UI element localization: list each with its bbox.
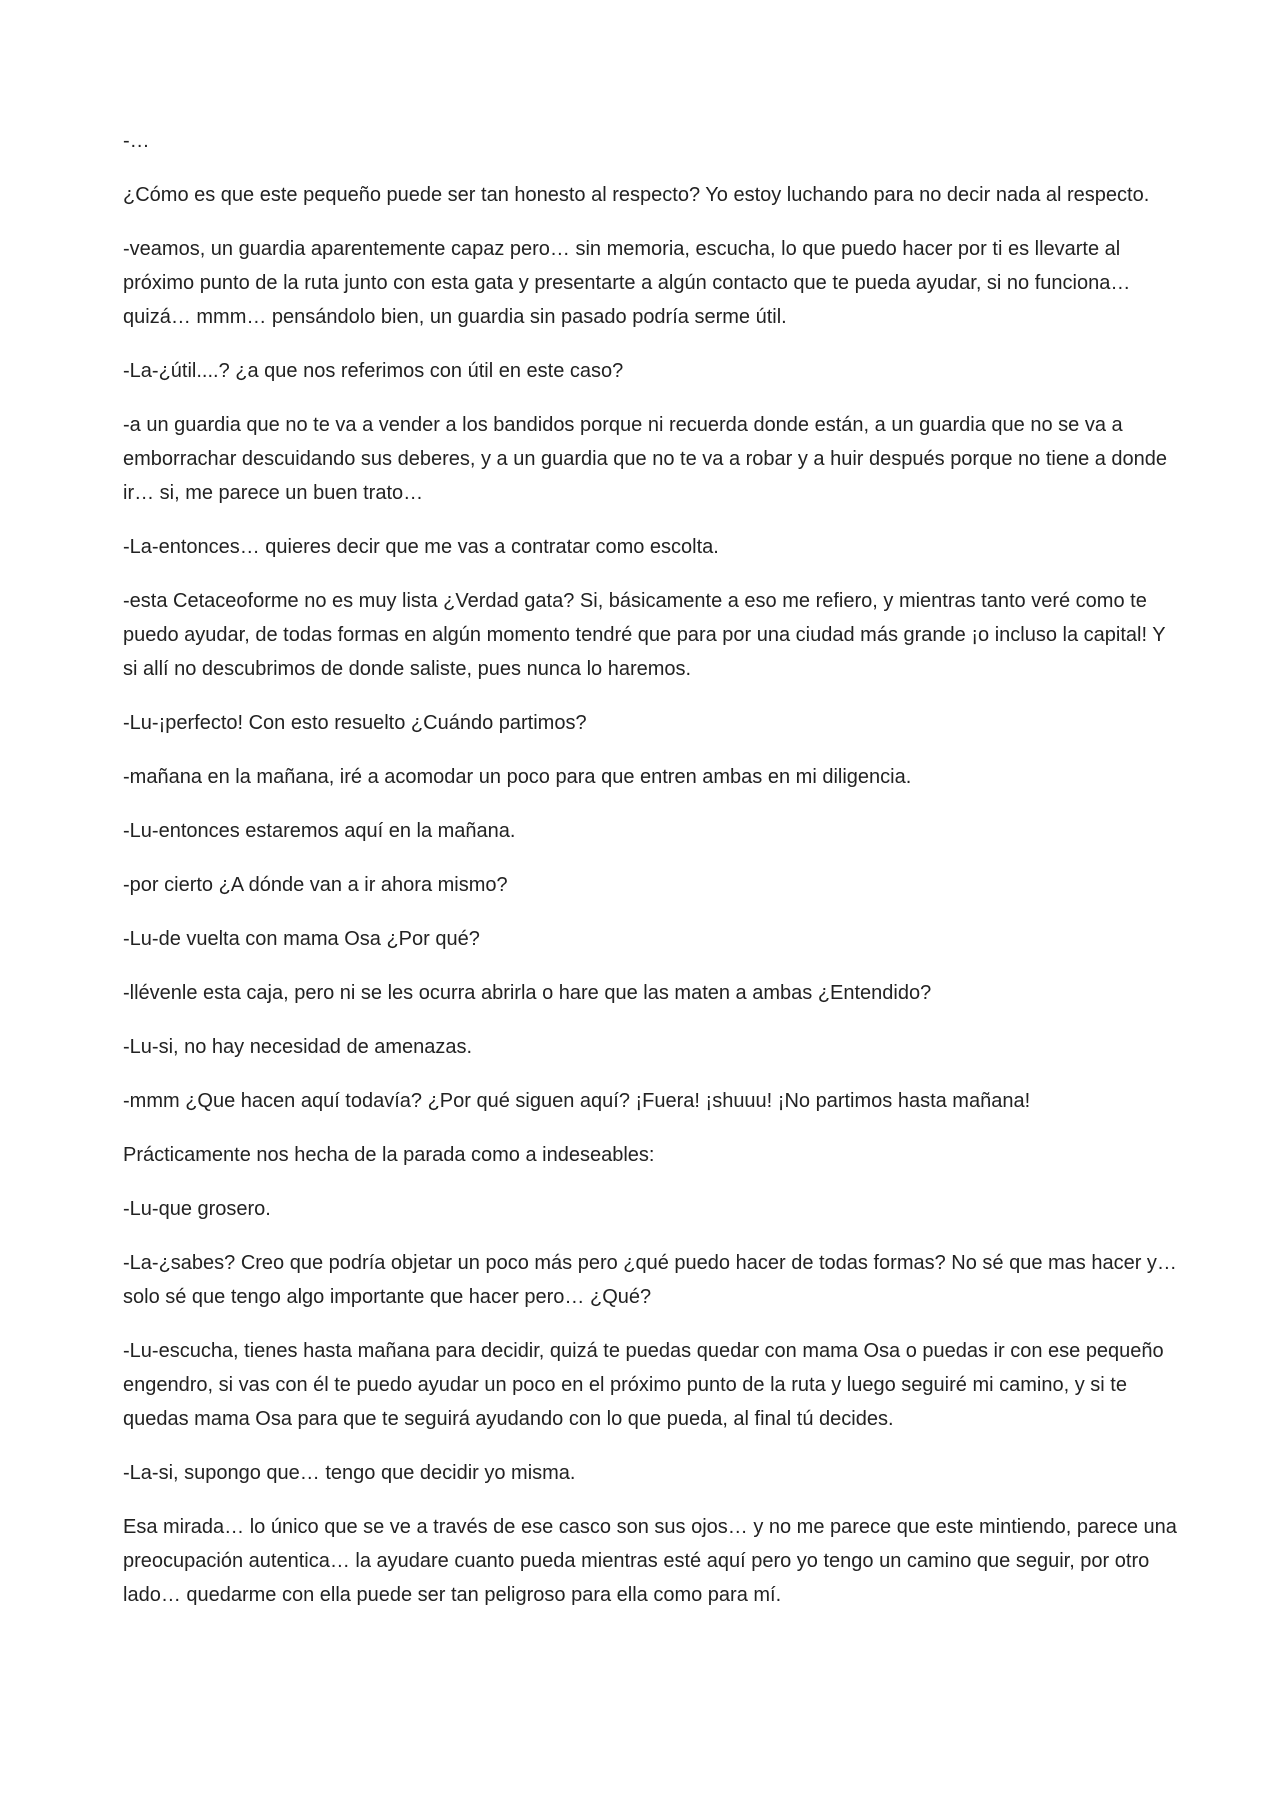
paragraph: ¿Cómo es que este pequeño puede ser tan honesto al respecto? Yo estoy luchando para no decir nada al respecto. [123, 184, 1150, 206]
paragraph: -Lu-que grosero. [123, 1198, 271, 1220]
paragraph: -a un guardia que no te va a vender a los bandidos porque ni recuerda donde están, a un guardia que no se va a emborrachar descuidando sus deberes, y a un guardia que no te va a robar y a huir después porque no tiene a donde ir… si, me parece un buen trato… [123, 414, 1168, 504]
paragraph: -… [123, 130, 150, 152]
paragraph: -veamos, un guardia aparentemente capaz pero… sin memoria, escucha, lo que puedo hacer por ti es llevarte al próximo punto de la ruta junto con esta gata y presentarte a algún contacto que te pueda ayudar, si no funciona… quizá… mmm… pensándolo bien, un guardia sin pasado podría serme útil. [123, 238, 1131, 328]
paragraph: -Lu-si, no hay necesidad de amenazas. [123, 1036, 473, 1058]
paragraph: -Lu-¡perfecto! Con esto resuelto ¿Cuándo partimos? [123, 712, 587, 734]
paragraph: -Lu-entonces estaremos aquí en la mañana. [123, 820, 516, 842]
paragraph: Prácticamente nos hecha de la parada como a indeseables: [123, 1144, 655, 1166]
paragraph: -llévenle esta caja, pero ni se les ocurra abrirla o hare que las maten a ambas ¿Entendido? [123, 982, 932, 1004]
paragraph: -La-¿útil....? ¿a que nos referimos con útil en este caso? [123, 360, 624, 382]
paragraph: -La-entonces… quieres decir que me vas a contratar como escolta. [123, 536, 719, 558]
paragraph: -esta Cetaceoforme no es muy lista ¿Verdad gata? Si, básicamente a eso me refiero, y mientras tanto veré como te puedo ayudar, de todas formas en algún momento tendré que para por una ciudad más grande ¡o incluso la capital! Y si allí no descubrimos de donde saliste, pues nunca lo haremos. [123, 590, 1166, 680]
paragraph: Esa mirada… lo único que se ve a través de ese casco son sus ojos… y no me parece que este mintiendo, parece una preocupación autentica… la ayudare cuanto pueda mientras esté aquí pero yo tengo un camino que seguir, por otro lado… quedarme con ella puede ser tan peligroso para ella como para mí. [123, 1516, 1177, 1606]
paragraph: -La-si, supongo que… tengo que decidir yo misma. [123, 1462, 576, 1484]
paragraph: -mmm ¿Que hacen aquí todavía? ¿Por qué siguen aquí? ¡Fuera! ¡shuuu! ¡No partimos hasta mañana! [123, 1090, 1031, 1112]
paragraph: -La-¿sabes? Creo que podría objetar un poco más pero ¿qué puedo hacer de todas formas? No sé que mas hacer y… solo sé que tengo algo importante que hacer pero… ¿Qué? [123, 1252, 1177, 1308]
paragraph: -Lu-escucha, tienes hasta mañana para decidir, quizá te puedas quedar con mama Osa o puedas ir con ese pequeño engendro, si vas con él te puedo ayudar un poco en el próximo punto de la ruta y luego seguiré mi camino, y si te quedas mama Osa para que te seguirá ayudando con lo que pueda, al final tú decides. [123, 1340, 1164, 1430]
paragraph: -mañana en la mañana, iré a acomodar un poco para que entren ambas en mi diligencia. [123, 766, 912, 788]
paragraph: -Lu-de vuelta con mama Osa ¿Por qué? [123, 928, 480, 950]
paragraph: -por cierto ¿A dónde van a ir ahora mismo? [123, 874, 508, 896]
document-page [123, 124, 1178, 1632]
